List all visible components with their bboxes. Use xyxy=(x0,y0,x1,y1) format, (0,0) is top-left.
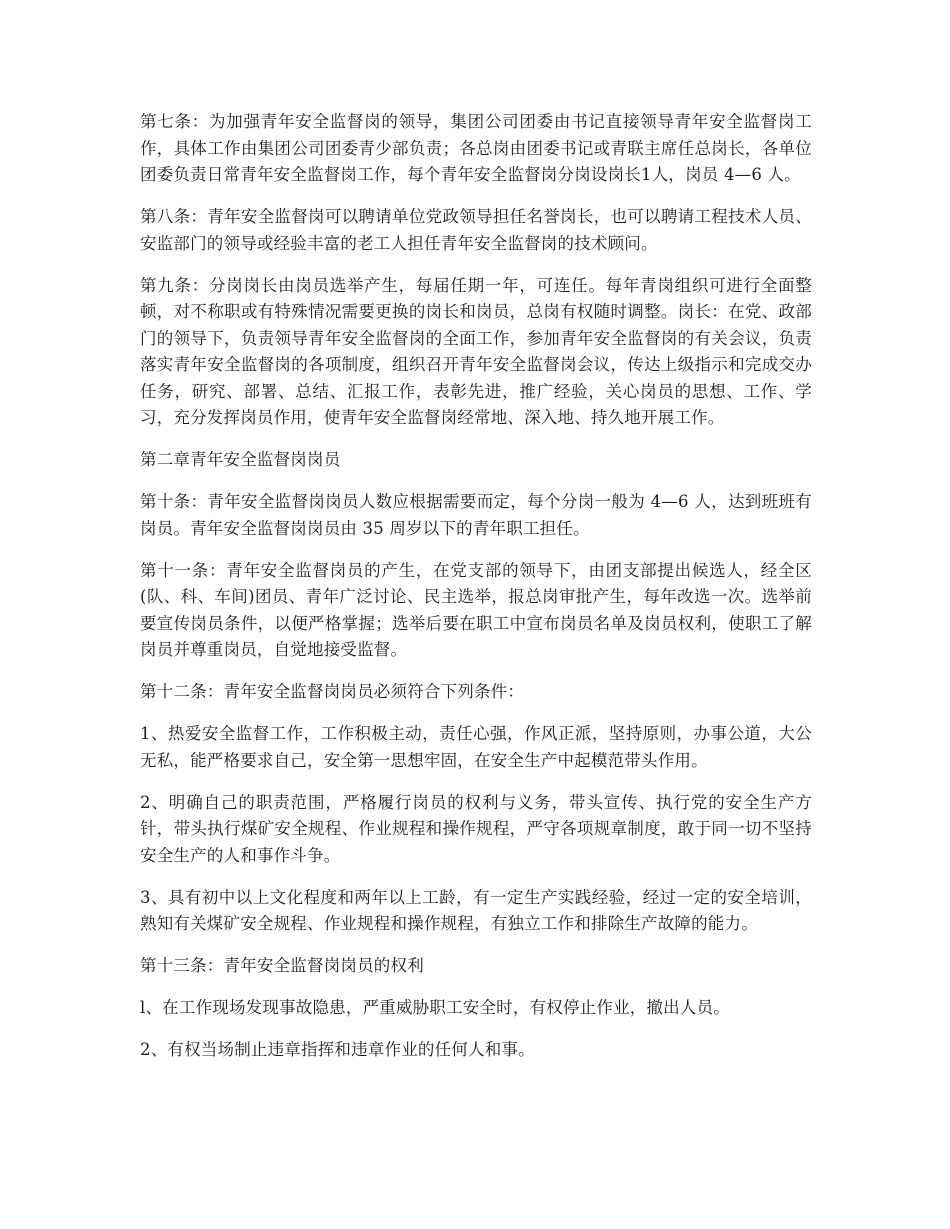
article-10: 第十条：青年安全监督岗岗员人数应根据需要而定，每个分岗一般为 4—6 人，达到班班有岗员。青年安全监督岗岗员由 35 周岁以下的青年职工担任。 xyxy=(140,492,812,538)
condition-1: 1、热爱安全监督工作，工作积极主动，责任心强，作风正派，坚持原则，办事公道，大公无私，能严格要求自己，安全第一思想牢固，在安全生产中起模范带头作用。 xyxy=(140,724,812,770)
article-13: 第十三条：青年安全监督岗岗员的权利 xyxy=(140,956,424,975)
condition-2: 2、明确自己的职责范围，严格履行岗员的权利与义务，带头宣传、执行党的安全生产方针，带头执行煤矿安全规程、作业规程和操作规程，严守各项规章制度，敢于同一切不坚持安全生产的人和事作斗争。 xyxy=(140,792,812,865)
article-12: 第十二条：青年安全监督岗岗员必须符合下列条件： xyxy=(140,682,525,701)
chapter-2-heading: 第二章青年安全监督岗岗员 xyxy=(140,450,341,469)
article-8: 第八条：青年安全监督岗可以聘请单位党政领导担任名誉岗长，也可以聘请工程技术人员、安监部门的领导或经验丰富的老工人担任青年安全监督岗的技术顾问。 xyxy=(140,207,812,253)
article-9: 第九条：分岗岗长由岗员选举产生，每届任期一年，可连任。每年青岗组织可进行全面整顿，对不称职或有特殊情况需要更换的岗长和岗员，总岗有权随时调整。岗长：在党、政部门的领导下，负责领导青年安全监督岗的全面工作，参加青年安全监督岗的有关会议，负责落实青年安全监督岗的各项制度，组织召开青年安全监督岗会议，传达上级指示和完成交办任务，研究、部署、总结、汇报工作，表彰先进，推广经验，关心岗员的思想、工作、学习，充分发挥岗员作用，使青年安全监督岗经常地、深入地、持久地开展工作。 xyxy=(140,275,812,427)
right-1: l、在工作现场发现事故隐患，严重威胁职工安全时，有权停止作业，撤出人员。 xyxy=(140,998,730,1017)
condition-3: 3、具有初中以上文化程度和两年以上工龄，有一定生产实践经验，经过一定的安全培训，熟知有关煤矿安全规程、作业规程和操作规程，有独立工作和排除生产故障的能力。 xyxy=(140,887,812,933)
article-11: 第十一条：青年安全监督岗员的产生，在党支部的领导下，由团支部提出候选人，经全区(队、科、车间)团员、青年广泛讨论、民主选举，报总岗审批产生，每年改选一次。选举前要宣传岗员条件，以便严格掌握；选举后要在职工中宣布岗员名单及岗员权利，使职工了解岗员并尊重岗员，自觉地接受监督。 xyxy=(140,560,812,659)
document-page xyxy=(140,109,812,1079)
right-2: 2、有权当场制止违章指挥和违章作业的任何人和事。 xyxy=(140,1040,535,1059)
article-7: 第七条：为加强青年安全监督岗的领导，集团公司团委由书记直接领导青年安全监督岗工作，具体工作由集团公司团委青少部负责；各总岗由团委书记或青联主席任总岗长，各单位团委负责日常青年安全监督岗工作，每个青年安全监督岗分岗设岗长1人，岗员 4—6 人。 xyxy=(140,112,812,184)
